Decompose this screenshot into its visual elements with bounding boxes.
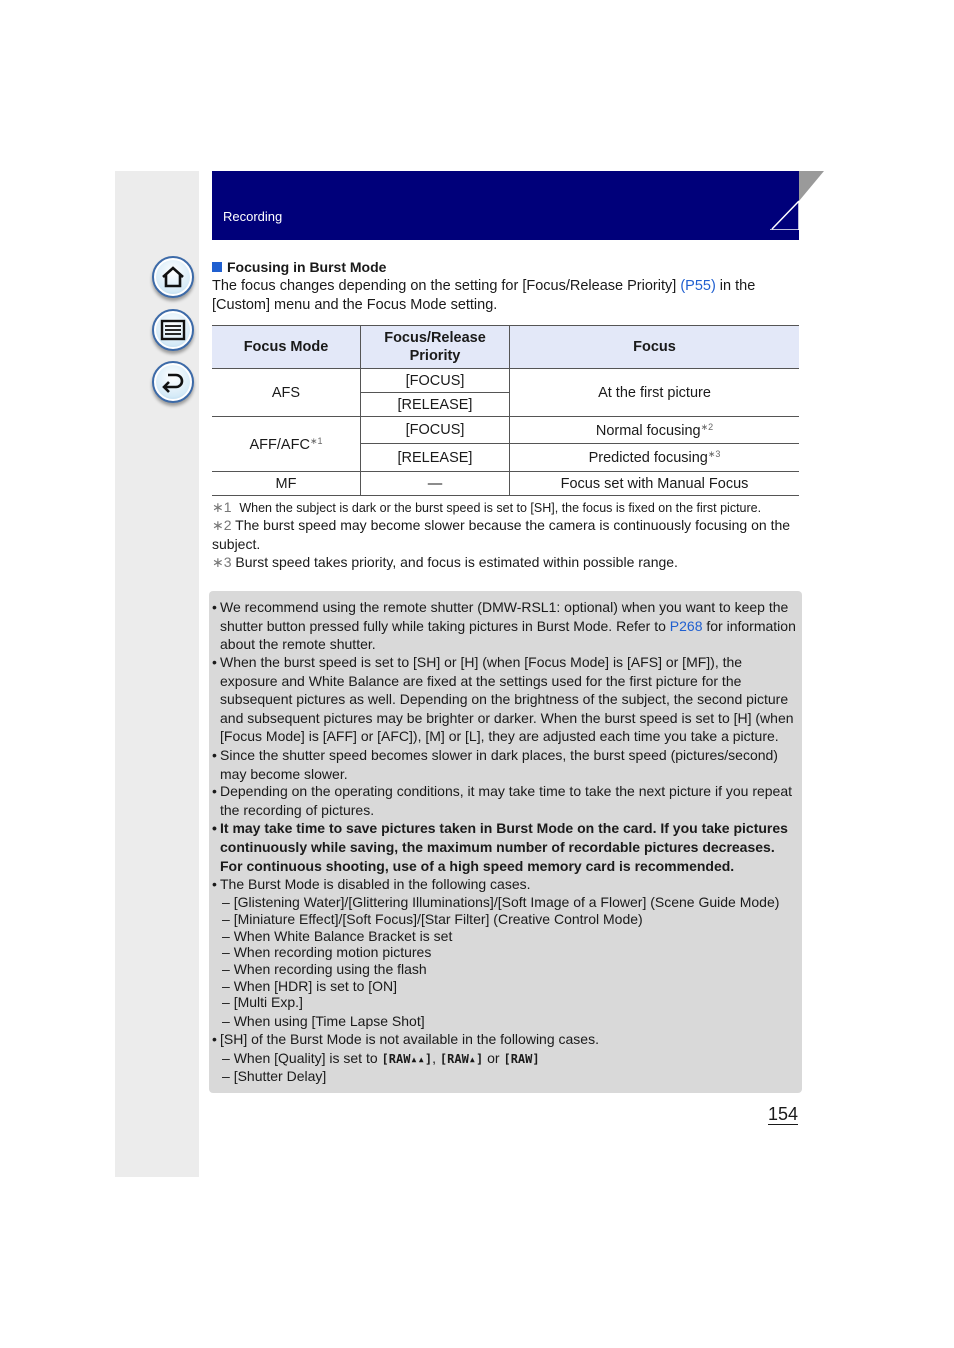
table-row [212, 472, 799, 496]
sub-item: – [Shutter Delay] [222, 1068, 327, 1084]
footnote-1: ∗1 When the subject is dark or the burst speed is set to [SH], the focus is fixed on the first picture. [212, 499, 762, 515]
sub-item: – When recording using the flash [222, 961, 427, 977]
sub-item: – When using [Time Lapse Shot] [222, 1013, 425, 1029]
contents-button[interactable] [152, 309, 194, 351]
table-cell: AFF/$AFC^{∗1}$ [212, 417, 361, 472]
note-item: • Since the shutter speed becomes slower in dark places, the burst speed (pictures/second) may become slower. [212, 747, 778, 782]
raw-fine-icon: [RAW▴▴] [381, 1052, 433, 1066]
table-cell: [FOCUS] [361, 369, 510, 393]
sub-item: – [Multi Exp.] [222, 994, 303, 1010]
table-cell: MF [212, 472, 361, 496]
note-item: • When the burst speed is set to [SH] or [H] (when [Focus Mode] is [AFS] or [MF]), the exposure and White Balance are fixed at the settings used for the first picture for the subsequent pictures as well. Depending on the brightness of the subject, the second picture and subsequent pictures may be brighter or darker. When the burst speed is set to [H] (when [Focus Mode] is [AFF] or [AFC]), [M] or [L], they are adjusted each time you take a picture. [212, 654, 794, 744]
sub-item: – When recording motion pictures [222, 944, 432, 960]
home-button[interactable] [152, 256, 194, 298]
back-button[interactable] [152, 361, 194, 403]
footnote-3: ∗3 Burst speed takes priority, and focus is estimated within possible range. [212, 554, 678, 570]
note-item: • The Burst Mode is disabled in the following cases. [212, 876, 531, 892]
note-item: • We recommend using the remote shutter (DMW-RSL1: optional) when you want to keep the shutter button pressed fully while taking pictures in Burst Mode. Refer to P268 for information about the remote shutter. [212, 599, 796, 652]
note-item: • Depending on the operating conditions, it may take time to take the next picture if you repeat the recording of pictures. [212, 783, 793, 818]
table-cell: [RELEASE] [361, 393, 510, 417]
home-icon [160, 265, 186, 289]
table-cell: Focus set with Manual Focus [510, 472, 800, 496]
intro-text: The focus changes depending on the setting for [Focus/Release Priority] (P55) in the [Custom] menu and the Focus Mode setting. [212, 278, 756, 313]
sub-item: – When [HDR] is set to [ON] [222, 978, 398, 994]
page-link-p268[interactable]: P268 [669, 617, 703, 634]
sub-item: – [Miniature Effect]/[Soft Focus]/[Star Filter] (Creative Control Mode) [222, 911, 643, 927]
table-cell: AFS [212, 369, 361, 417]
sub-item: – [Glistening Water]/[Glittering Illuminations]/[Soft Image of a Flower] (Scene Guide Mode) [222, 894, 780, 910]
page-link-p55[interactable]: (P55) [680, 278, 716, 294]
table-cell: — [361, 472, 510, 496]
table-cell: [RELEASE] [361, 444, 510, 472]
focus-table [212, 325, 799, 496]
raw-standard-icon: [RAW▴] [439, 1052, 484, 1066]
footnote-2: ∗2 The burst speed may become slower because the camera is continuously focusing on the subject. [212, 517, 791, 552]
section-label: Recording [223, 209, 283, 224]
back-arrow-icon [160, 371, 186, 393]
col-header: Focus/Release Priority [361, 326, 510, 369]
bullet-square-icon [212, 262, 222, 272]
raw-icon: [RAW] [503, 1052, 540, 1066]
page-number: 154 [768, 1104, 799, 1124]
note-item-important: • It may take time to save pictures taken in Burst Mode on the card. If you take pictures continuously while saving, the maximum number of recordable pictures decreases. For continuous shooting, use of a high speed memory card is recommended. [212, 820, 788, 874]
table-header-row [212, 326, 799, 369]
table-cell: Normal focusing$^{∗2}$ [510, 417, 800, 444]
table-row [212, 369, 799, 393]
table-cell: [FOCUS] [361, 417, 510, 444]
menu-list-icon [160, 319, 186, 341]
sub-item: – When White Balance Bracket is set [222, 928, 453, 944]
header-corner-decoration [770, 171, 824, 230]
col-header: Focus [510, 326, 800, 369]
sub-item: – When [Quality] is set to [RAW▴▴], [RAW▴] or [RAW] [222, 1050, 540, 1066]
section-header-bar [212, 171, 799, 240]
table-row [212, 417, 799, 444]
table-cell: At the first picture [510, 369, 800, 417]
col-header: Focus Mode [212, 326, 361, 369]
note-item: • [SH] of the Burst Mode is not available in the following cases. [212, 1031, 599, 1047]
section-title: Focusing in Burst Mode [212, 259, 386, 275]
table-cell: Predicted focusing$^{∗3}$ [510, 444, 800, 472]
